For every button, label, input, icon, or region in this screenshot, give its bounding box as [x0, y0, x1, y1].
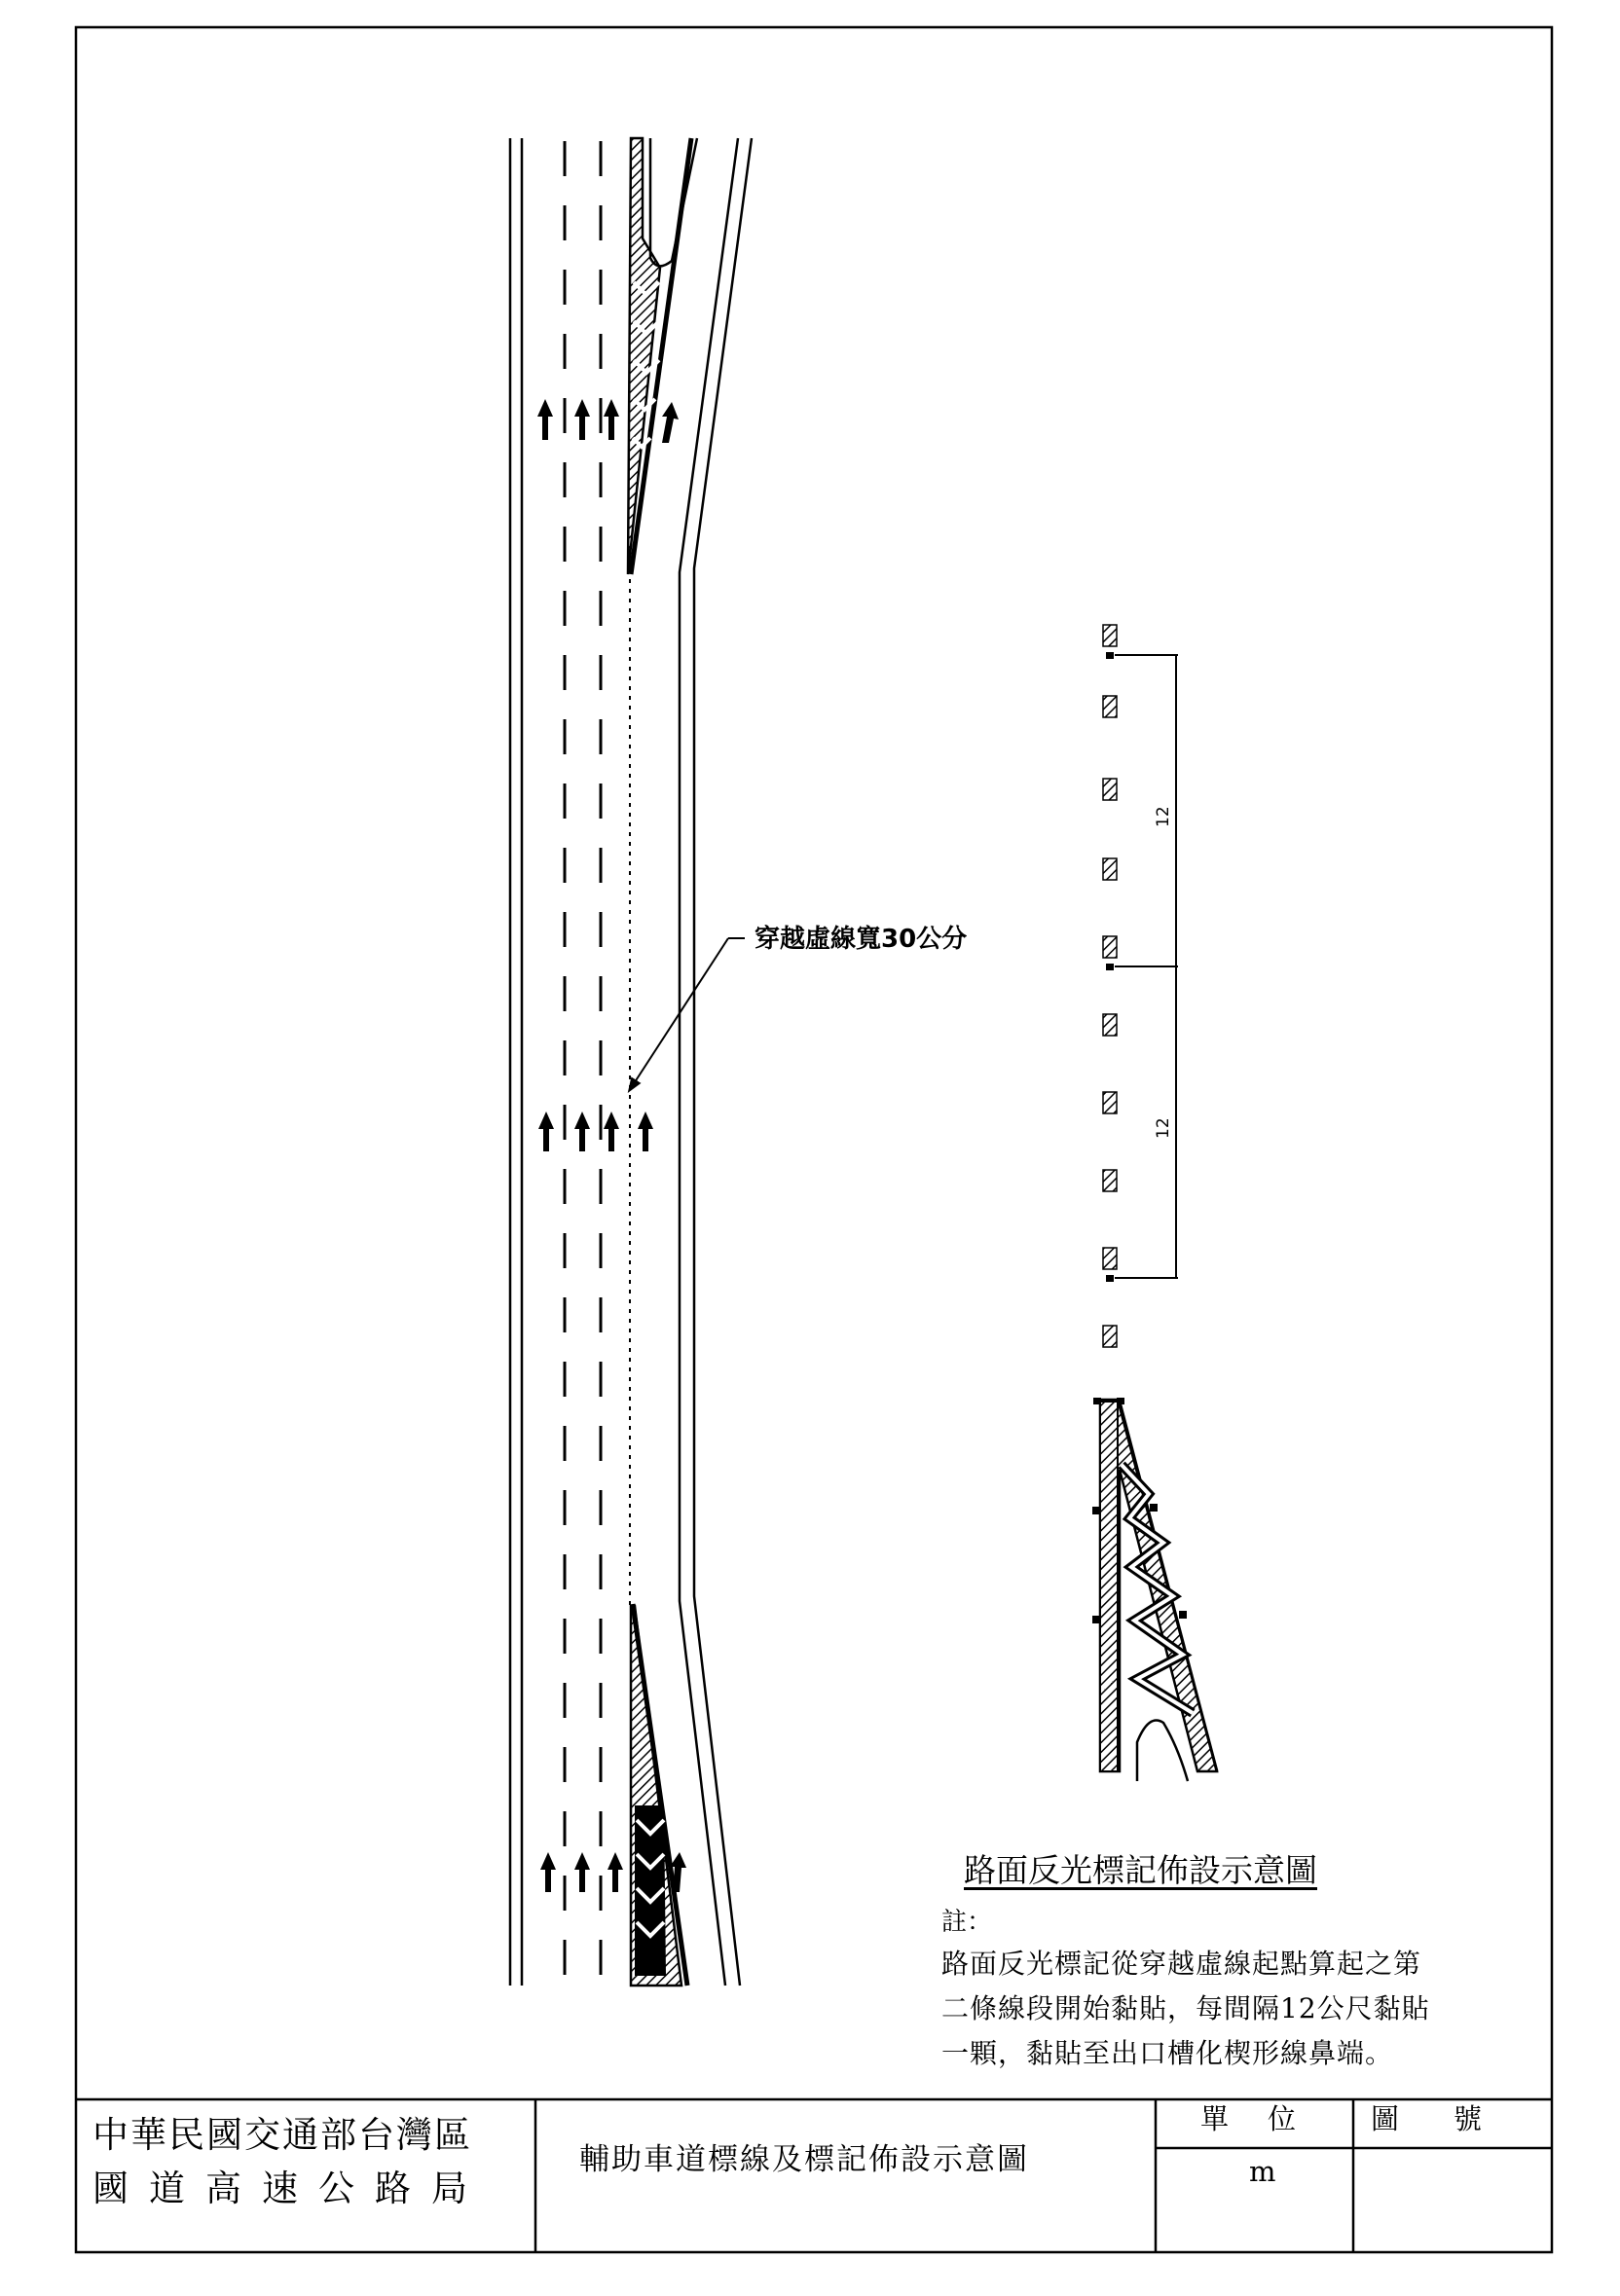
lower-gore — [631, 1604, 687, 1986]
unit-header: 單位 — [1200, 2102, 1336, 2135]
detail-gore — [1092, 1398, 1217, 1781]
drawing-title: 輔助車道標線及標記佈設示意圖 — [579, 2142, 1029, 2177]
dimension-label-upper: 12 — [1154, 806, 1173, 827]
crossing-line-callout-label: 穿越虛線寬30公分 — [755, 925, 968, 954]
note-line: 路面反光標記從穿越虛線起點算起之第 — [941, 1948, 1422, 1980]
note-title: 註： — [941, 1908, 993, 1937]
dimension-label-lower: 12 — [1154, 1117, 1173, 1139]
agency-name-line1: 中華民國交通部台灣區 — [92, 2114, 472, 2156]
arrow-group-top — [537, 399, 679, 443]
unit-value: m — [1249, 2155, 1276, 2188]
reflective-markers — [1103, 625, 1117, 1347]
callout-leader — [631, 938, 745, 1088]
agency-name-line2: 國道高速公路局 — [92, 2168, 488, 2209]
drawing-number-header: 圖號 — [1371, 2102, 1537, 2135]
upper-gore — [628, 138, 697, 574]
diagram-caption: 路面反光標記佈設示意圖 — [964, 1851, 1317, 1889]
note-line: 二條線段開始黏貼，每間隔12公尺黏貼 — [941, 1992, 1430, 2024]
lane-arrows — [537, 399, 686, 1892]
sheet-border — [76, 27, 1552, 2252]
arrow-group-middle — [538, 1112, 653, 1151]
note-line: 一顆，黏貼至出口槽化楔形線鼻端。 — [941, 2037, 1394, 2069]
dimension-lines — [1115, 655, 1178, 1278]
